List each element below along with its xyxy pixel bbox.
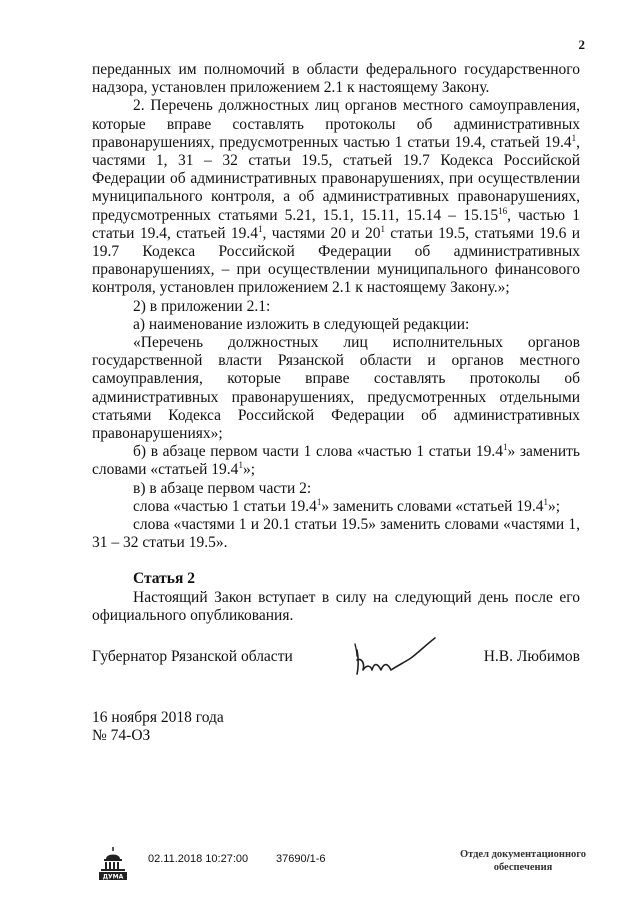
signature-block (92, 648, 580, 672)
paragraph: 2) в приложении 2.1: (133, 297, 271, 315)
department-stamp (448, 848, 598, 874)
paragraph: б) в абзаце первом части 1 слова «частью 1 статьи 19.4$^1$» заменить словами «статьей 19.4$^1$»; (92, 442, 580, 479)
department-line-1: Отдел документационного (459, 849, 587, 860)
footer-timestamp: 02.11.2018 10:27:00 (148, 853, 249, 865)
paragraph-gap (92, 552, 580, 570)
paragraph: а) наименование изложить в следующей редакции: (133, 315, 470, 333)
signatory-name: Н.В. Любимов (483, 648, 580, 665)
paragraph: в) в абзаце первом части 2: (133, 479, 312, 497)
signatory-position: Губернатор Рязанской области (92, 648, 293, 665)
footer-document-code: 37690/1-6 (276, 853, 326, 865)
paragraph: 2. Перечень должностных лиц органов местного самоуправления, которые вправе составлять протоколы об административных правонарушениях, предусмотренных частью 1 статьи 19.4, статьей 19.4$^1$, частями 1, 31 – 32 статьи 19.5, статьей 19.7 Кодекса Российской Федерации об административных правонарушениях, при осуществлении муниципального контроля, а об административных правонарушениях, предусмотренных статьями 5.21, 15.1, 15.11, 15.14 – 15.15$^{16}$, частью 1 статьи 19.4, статьей 19.4$^1$, частями 20 и $20^1$ статьи 19.5, статьями 19.6 и 19.7 Кодекса Российской Федерации об административных правонарушениях, – при осуществлении муниципального финансового контроля, установлен приложением 2.1 к настоящему Закону.»; (92, 97, 581, 297)
law-date: 16 ноября 2018 года (92, 709, 224, 726)
handwritten-signature (345, 630, 445, 680)
article-heading: Статья 2 (133, 570, 195, 588)
paragraph: слова «частью 1 статьи 19.4$^1$» заменить словами «статьей 19.4$^1$»; (133, 496, 561, 515)
document-body (92, 61, 580, 625)
logo-text: ДУМА (102, 873, 124, 881)
law-number: № 74-ОЗ (92, 727, 151, 744)
paragraph: переданных им полномочий в области федерального государственного надзора, установлен приложением 2.1 к настоящему Закону. (92, 61, 580, 97)
department-line-2: обеспечения (493, 862, 553, 873)
paragraph: «Перечень должностных лиц исполнительных органов государственной власти Рязанской области и органов местного самоуправления, которые вправе составлять протоколы об административных правонарушениях, предусмотренных отдельными статьями Кодекса Российской Федерации об административных правонарушениях»; (92, 334, 580, 443)
paragraph: слова «частями 1 и 20.1 статьи 19.5» заменить словами «частями 1, 31 – 32 статьи 19.5». (92, 516, 580, 552)
duma-logo-icon (97, 845, 129, 881)
law-details (92, 709, 224, 745)
page-number: 2 (578, 37, 585, 52)
paragraph: Настоящий Закон вступает в силу на следующий день после его официального опубликования. (92, 588, 580, 624)
